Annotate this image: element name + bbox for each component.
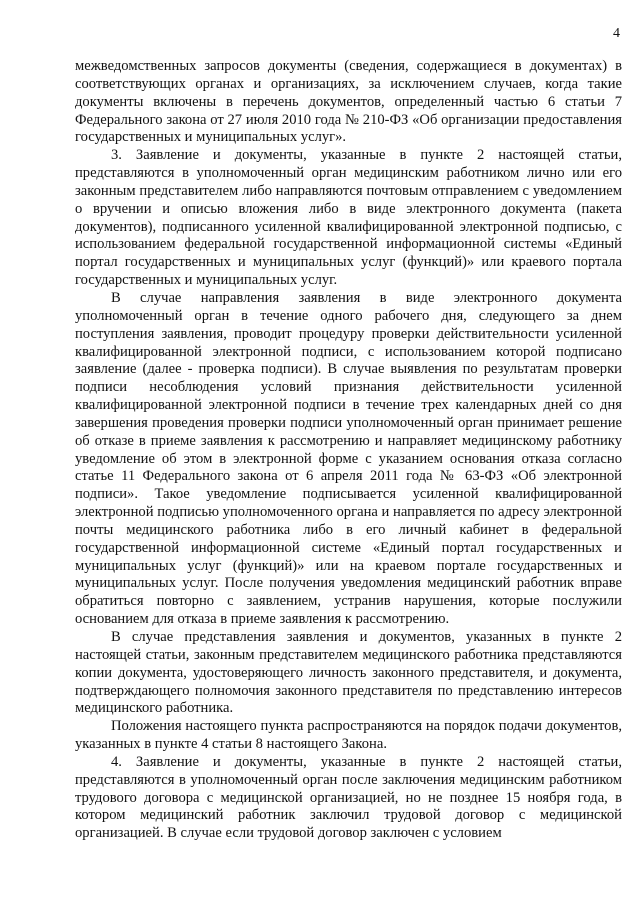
paragraph-legal-representative: В случае представления заявления и документов, указанных в пункте 2 настоящей статьи, законным представителем медицинского работника представляются копии документа, удостоверяющего личность законного представителя, и документа, подтверждающего полномочия законного представителя по представлению интересов медицинского работника. <box>75 629 622 717</box>
paragraph-clause-3: 3. Заявление и документы, указанные в пункте 2 настоящей статьи, представляются в уполномоченный орган медицинским работником лично или его законным представителем либо направляются почтовым отправлением с уведомлением о вручении и описью вложения либо в виде электронного документа (пакета документов), подписанного усиленной квалифицированной электронной подписью, с использованием федеральной государственной информационной системы «Единый портал государственных и муниципальных услуг (функций)» или краевого портала государственных и муниципальных услуг. <box>75 147 622 289</box>
paragraph-clause-4: 4. Заявление и документы, указанные в пункте 2 настоящей статьи, представляются в уполномоченный орган после заключения медицинским работником трудового договора с медицинской организацией, но не позднее 15 ноября года, в котором медицинский работник заключил трудовой договор с медицинской организацией. В случае если трудовой договор заключен с условием <box>75 753 622 842</box>
paragraph-scope: Положения настоящего пункта распространяются на порядок подачи документов, указанных в пункте 4 статьи 8 настоящего Закона. <box>75 718 622 753</box>
page-number: 4 <box>613 26 620 41</box>
paragraph-continuation: межведомственных запросов документы (сведения, содержащиеся в документах) в соответствующих органах и организациях, за исключением случаев, когда такие документы включены в перечень документов, определенный частью 6 статьи 7 Федерального закона от 27 июля 2010 года № 210-ФЗ «Об организации предоставления государственных и муниципальных услуг». <box>75 58 622 146</box>
document-body <box>75 58 622 843</box>
paragraph-electronic-submission: В случае направления заявления в виде электронного документа уполномоченный орган в течение одного рабочего дня, следующего за днем поступления заявления, проводит процедуру проверки действительности усиленной квалифицированной электронной подписи, с использованием которой подписано заявление (далее - проверка подписи). В случае выявления по результатам проверки подписи несоблюдения условий признания действительности усиленной квалифицированной электронной подписи в течение трех календарных дней со дня завершения проведения проверки подписи уполномоченный орган принимает решение об отказе в приеме заявления к рассмотрению и направляет медицинскому работнику уведомление об этом в электронной форме с указанием основания отказа согласно статье 11 Федерального закона от 6 апреля 2011 года № 63-ФЗ «Об электронной подписи». Такое уведомление подписывается усиленной квалифицированной электронной подписью уполномоченного органа и направляется по адресу электронной почты медицинского работника либо в его личный кабинет в федеральной государственной информационной системе «Единый портал государственных и муниципальных услуг (функций)» или на краевом портале государственных и муниципальных услуг. После получения уведомления медицинский работник вправе обратиться повторно с заявлением, устранив нарушения, которые послужили основанием для отказа в приеме заявления к рассмотрению. <box>75 289 622 628</box>
